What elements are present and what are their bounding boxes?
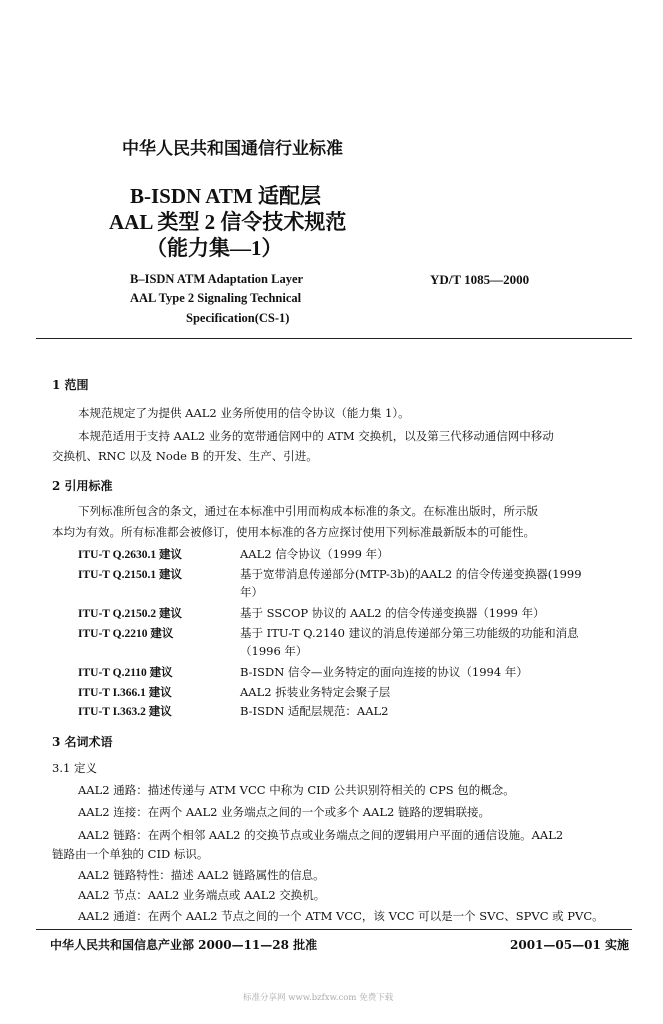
reference-title: B-ISDN 适配层规范：AAL2 bbox=[240, 704, 389, 718]
definition-aal2-link-characteristics: AAL2 链路特性：描述 AAL2 链路属性的信息。 bbox=[78, 868, 325, 882]
footer-divider bbox=[36, 929, 632, 930]
section-1-para-1: 本规范规定了为提供 AAL2 业务所使用的信令协议（能力集 1）。 bbox=[78, 406, 410, 420]
title-cn-line2: AAL 类型 2 信令技术规范 bbox=[109, 210, 347, 234]
reference-title: AAL2 信令协议（1999 年） bbox=[240, 547, 389, 561]
title-en-line3: Specification(CS-1) bbox=[186, 311, 290, 325]
section-2-para-line-1: 下列标准所包含的条文，通过在本标准中引用而构成本标准的条文。在标准出版时，所示版 bbox=[78, 504, 538, 518]
section-1-heading: 1 范围 bbox=[52, 378, 89, 392]
reference-title: AAL2 拆装业务特定会聚子层 bbox=[240, 685, 391, 699]
reference-title-cont: 年） bbox=[240, 585, 263, 599]
title-cn-line1: B-ISDN ATM 适配层 bbox=[130, 184, 321, 208]
reference-title: 基于 ITU-T Q.2140 建议的消息传递部分第三功能级的功能和消息 bbox=[240, 626, 579, 640]
title-en-line1: B–ISDN ATM Adaptation Layer bbox=[130, 272, 304, 286]
reference-title-cont: （1996 年） bbox=[240, 644, 308, 658]
issuing-body-title: 中华人民共和国通信行业标准 bbox=[122, 139, 343, 159]
reference-id: ITU-T Q.2210 建议 bbox=[78, 628, 174, 640]
approval-date: 中华人民共和国信息产业部 2000—11—28 批准 bbox=[50, 938, 318, 952]
watermark-text: 标准分享网 www.bzfxw.com 免费下载 bbox=[243, 993, 394, 1003]
reference-title: 基于宽带消息传递部分(MTP-3b)的AAL2 的信令传递变换器(1999 bbox=[240, 567, 582, 581]
section-1-para-2-line-2: 交换机、RNC 以及 Node B 的开发、生产、引进。 bbox=[52, 449, 318, 463]
section-1-para-2-line-1: 本规范适用于支持 AAL2 业务的宽带通信网中的 ATM 交换机，以及第三代移动通信网中移动 bbox=[78, 429, 554, 443]
reference-id: ITU-T Q.2150.2 建议 bbox=[78, 608, 182, 620]
definition-aal2-channel: AAL2 通道：在两个 AAL2 节点之间的一个 ATM VCC，该 VCC 可以是一个 SVC、SPVC 或 PVC。 bbox=[78, 909, 604, 923]
reference-title: 基于 SSCOP 协议的 AAL2 的信令传递变换器（1999 年） bbox=[240, 606, 545, 620]
definition-aal2-link-line-1: AAL2 链路：在两个相邻 AAL2 的交换节点或业务端点之间的逻辑用户平面的通信设施。AAL2 bbox=[78, 828, 564, 842]
reference-id: ITU-T Q.2150.1 建议 bbox=[78, 569, 182, 581]
definition-aal2-node: AAL2 节点：AAL2 业务端点或 AAL2 交换机。 bbox=[78, 888, 326, 902]
header-divider bbox=[36, 338, 632, 339]
reference-id: ITU-T Q.2110 建议 bbox=[78, 667, 173, 679]
section-2-para-line-2: 本均为有效。所有标准都会被修订，使用本标准的各方应探讨使用下列标准最新版本的可能性。 bbox=[52, 525, 535, 539]
definition-aal2-link-line-2: 链路由一个单独的 CID 标识。 bbox=[52, 847, 209, 861]
reference-id: ITU-T I.366.1 建议 bbox=[78, 687, 172, 699]
implementation-date: 2001—05—01 实施 bbox=[510, 938, 629, 952]
section-3-heading: 3 名词术语 bbox=[52, 735, 113, 749]
reference-id: ITU-T I.363.2 建议 bbox=[78, 706, 172, 718]
definition-aal2-connection: AAL2 连接：在两个 AAL2 业务端点之间的一个或多个 AAL2 链路的逻辑联接。 bbox=[78, 805, 490, 819]
reference-id: ITU-T Q.2630.1 建议 bbox=[78, 549, 182, 561]
reference-title: B-ISDN 信令—业务特定的面向连接的协议（1994 年） bbox=[240, 665, 528, 679]
section-2-heading: 2 引用标准 bbox=[52, 479, 113, 493]
title-en-line2: AAL Type 2 Signaling Technical bbox=[130, 291, 302, 305]
section-3-1-heading: 3.1 定义 bbox=[52, 761, 97, 775]
title-cn-line3: （能力集—1） bbox=[146, 236, 283, 260]
standard-number: YD/T 1085—2000 bbox=[430, 272, 530, 287]
definition-aal2-path: AAL2 通路：描述传递与 ATM VCC 中称为 CID 公共识别符相关的 CPS 包的概念。 bbox=[78, 783, 515, 797]
